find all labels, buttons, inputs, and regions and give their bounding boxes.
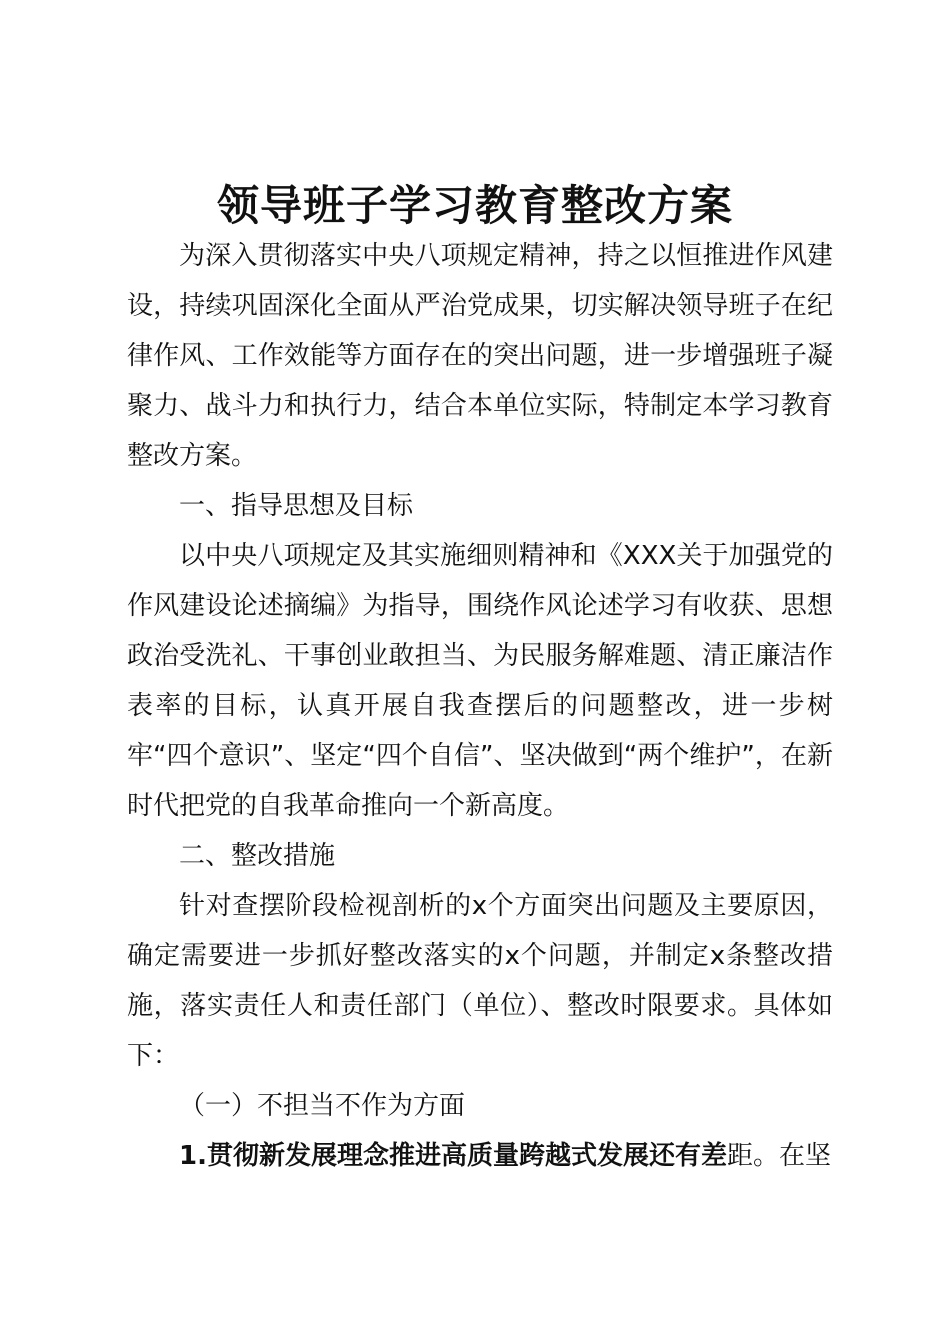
document-body [127,231,833,1181]
section-1-heading: 一、指导思想及目标 [179,491,414,521]
subsection-1-heading: （一）不担当不作为方面 [179,1091,466,1121]
section-1-paragraph: 以中央八项规定及其实施细则精神和《XXX关于加强党的作风建设论述摘编》为指导，围绕作风论述学习有收获、思想政治受洗礼、干事创业敢担当、为民服务解难题、清正廉洁作表率的目标，认真开展自我查摆后的问题整改，进一步树牢“四个意识”、坚定“四个自信”、坚决做到“两个维护”，在新时代把党的自我革命推向一个新高度。 [127,541,833,821]
item-1-rest: 距。在坚 [726,1141,831,1171]
intro-paragraph: 为深入贯彻落实中央八项规定精神，持之以恒推进作风建设，持续巩固深化全面从严治党成果，切实解决领导班子在纪律作风、工作效能等方面存在的突出问题，进一步增强班子凝聚力、战斗力和执行力，结合本单位实际，特制定本学习教育整改方案。 [127,241,833,471]
section-2-heading: 二、整改措施 [179,841,336,871]
section-2-paragraph: 针对查摆阶段检视剖析的x个方面突出问题及主要原因，确定需要进一步抓好整改落实的x个问题，并制定x条整改措施，落实责任人和责任部门（单位）、整改时限要求。具体如下： [127,891,833,1071]
item-1-lead: 1.贯彻新发展理念推进高质量跨越式发展还有差 [179,1141,727,1171]
document-title: 领导班子学习教育整改方案 [216,181,733,230]
item-1-paragraph [127,1131,833,1181]
